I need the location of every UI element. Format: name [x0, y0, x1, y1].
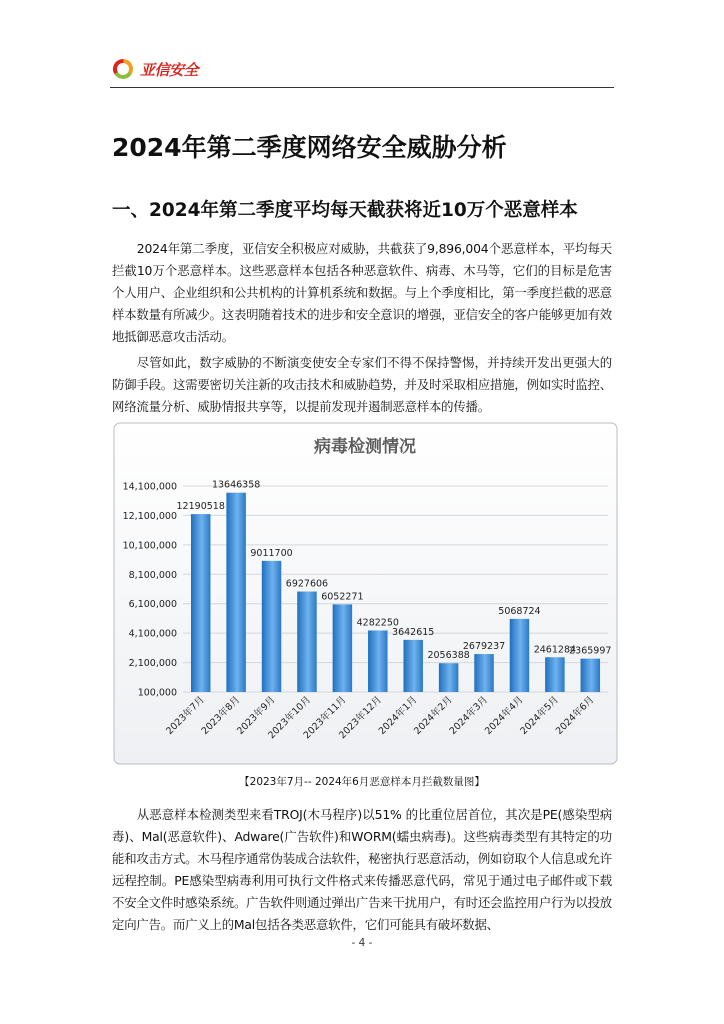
bar [191, 514, 210, 692]
bar [439, 663, 458, 692]
x-tick-label: 2024年3月 [447, 694, 491, 737]
data-label: 2365997 [569, 645, 612, 657]
y-tick-label: 10,100,000 [122, 540, 177, 552]
data-label: 3642615 [392, 626, 435, 638]
bar [226, 493, 245, 692]
y-tick-label: 2,100,000 [128, 658, 177, 670]
chart-title: 病毒检测情况 [314, 437, 416, 457]
chart-caption: 【2023年7月-- 2024年6月恶意样本月拦截数量图】 [239, 776, 485, 788]
x-tick-label: 2023年8月 [199, 694, 243, 737]
data-label: 4282250 [356, 617, 399, 629]
header-divider [110, 87, 614, 88]
paragraph-3: 从恶意样本检测类型来看TROJ(木马程序)以51% 的比重位居首位，其次是PE(感染型病毒)、Mal(恶意软件)、Adware(广告软件)和WORM(蠕虫病毒)。这些病毒类型有其特定的功能和攻击方式。木马程序通常伪装成合法软件，秘密执行恶意活动，例如窃取个人信息或允许远程控制。PE感染型病毒利用可执行文件格式来传播恶意代码，常见于通过电子邮件或下载不安全文件时感染系统。广告软件则通过弹出广告来干扰用户，有时还会监控用户行为以投放定向广告。而广义上的Mal包括各类恶意软件，它们可能具有破坏数据、 [112, 807, 612, 932]
data-label: 6052271 [321, 591, 364, 603]
logo-icon [112, 58, 134, 80]
x-tick-label: 2024年2月 [412, 694, 455, 737]
x-tick-label: 2024年4月 [482, 694, 526, 737]
data-label: 13646358 [211, 479, 261, 491]
x-tick-label: 2024年6月 [553, 694, 597, 737]
y-tick-label: 4,100,000 [128, 628, 177, 640]
data-label: 6927606 [285, 578, 329, 590]
y-tick-label: 14,100,000 [122, 481, 177, 493]
bar [510, 619, 529, 692]
x-tick-label: 2023年11月 [301, 694, 349, 742]
bar [581, 659, 600, 692]
header-logo [112, 54, 198, 84]
x-tick-label: 2024年1月 [376, 694, 420, 737]
paragraph-2: 尽管如此，数字威胁的不断演变使安全专家们不得不保持警惕，并持续开发出更强大的防御手段。这需要密切关注新的攻击技术和威胁趋势，并及时采取相应措施，例如实时监控、网络流量分析、威胁情报共享等，以提前发现并遏制恶意样本的传播。 [112, 355, 612, 414]
data-label: 2461284 [533, 644, 577, 656]
data-label: 5068724 [498, 605, 541, 617]
data-label: 9011700 [250, 547, 293, 559]
x-tick-label: 2023年7月 [164, 694, 207, 737]
y-tick-label: 6,100,000 [128, 599, 177, 611]
data-label: 2056388 [427, 650, 470, 662]
y-tick-label: 8,100,000 [128, 569, 177, 581]
data-label: 12190518 [176, 501, 225, 513]
page-number: - 4 - [351, 937, 373, 949]
x-tick-label: 2023年9月 [235, 694, 278, 737]
bar [403, 640, 422, 692]
virus-detection-chart [113, 422, 618, 765]
bar [297, 592, 316, 692]
bar [333, 604, 352, 692]
section-heading: 一、2024年第二季度平均每天截获将近10万个恶意样本 [112, 200, 578, 221]
x-tick-label: 2023年12月 [337, 694, 384, 742]
bar [474, 654, 493, 692]
logo-text: 亚信安全 [140, 60, 199, 79]
paragraph-1: 2024年第二季度，亚信安全积极应对威胁，共截获了9,896,004个恶意样本，平均每天拦截10万个恶意样本。这些恶意样本包括各种恶意软件、病毒、木马等，它们的目标是危害个人用户、企业组织和公共机构的计算机系统和数据。与上个季度相比，第一季度拦截的恶意样本数量有所减少。这表明随着技术的进步和安全意识的增强，亚信安全的客户能够更加有效地抵御恶意攻击活动。 [112, 241, 612, 344]
chart-canvas [113, 422, 618, 765]
bar [262, 561, 281, 692]
x-tick-label: 2023年10月 [266, 694, 314, 742]
page-title: 2024年第二季度网络安全威胁分析 [112, 133, 507, 162]
bar [545, 657, 564, 692]
y-tick-label: 12,100,000 [122, 510, 177, 522]
y-tick-label: 100,000 [137, 687, 177, 699]
bar [368, 630, 387, 692]
x-tick-label: 2024年5月 [518, 694, 561, 737]
data-label: 2679237 [462, 641, 506, 653]
